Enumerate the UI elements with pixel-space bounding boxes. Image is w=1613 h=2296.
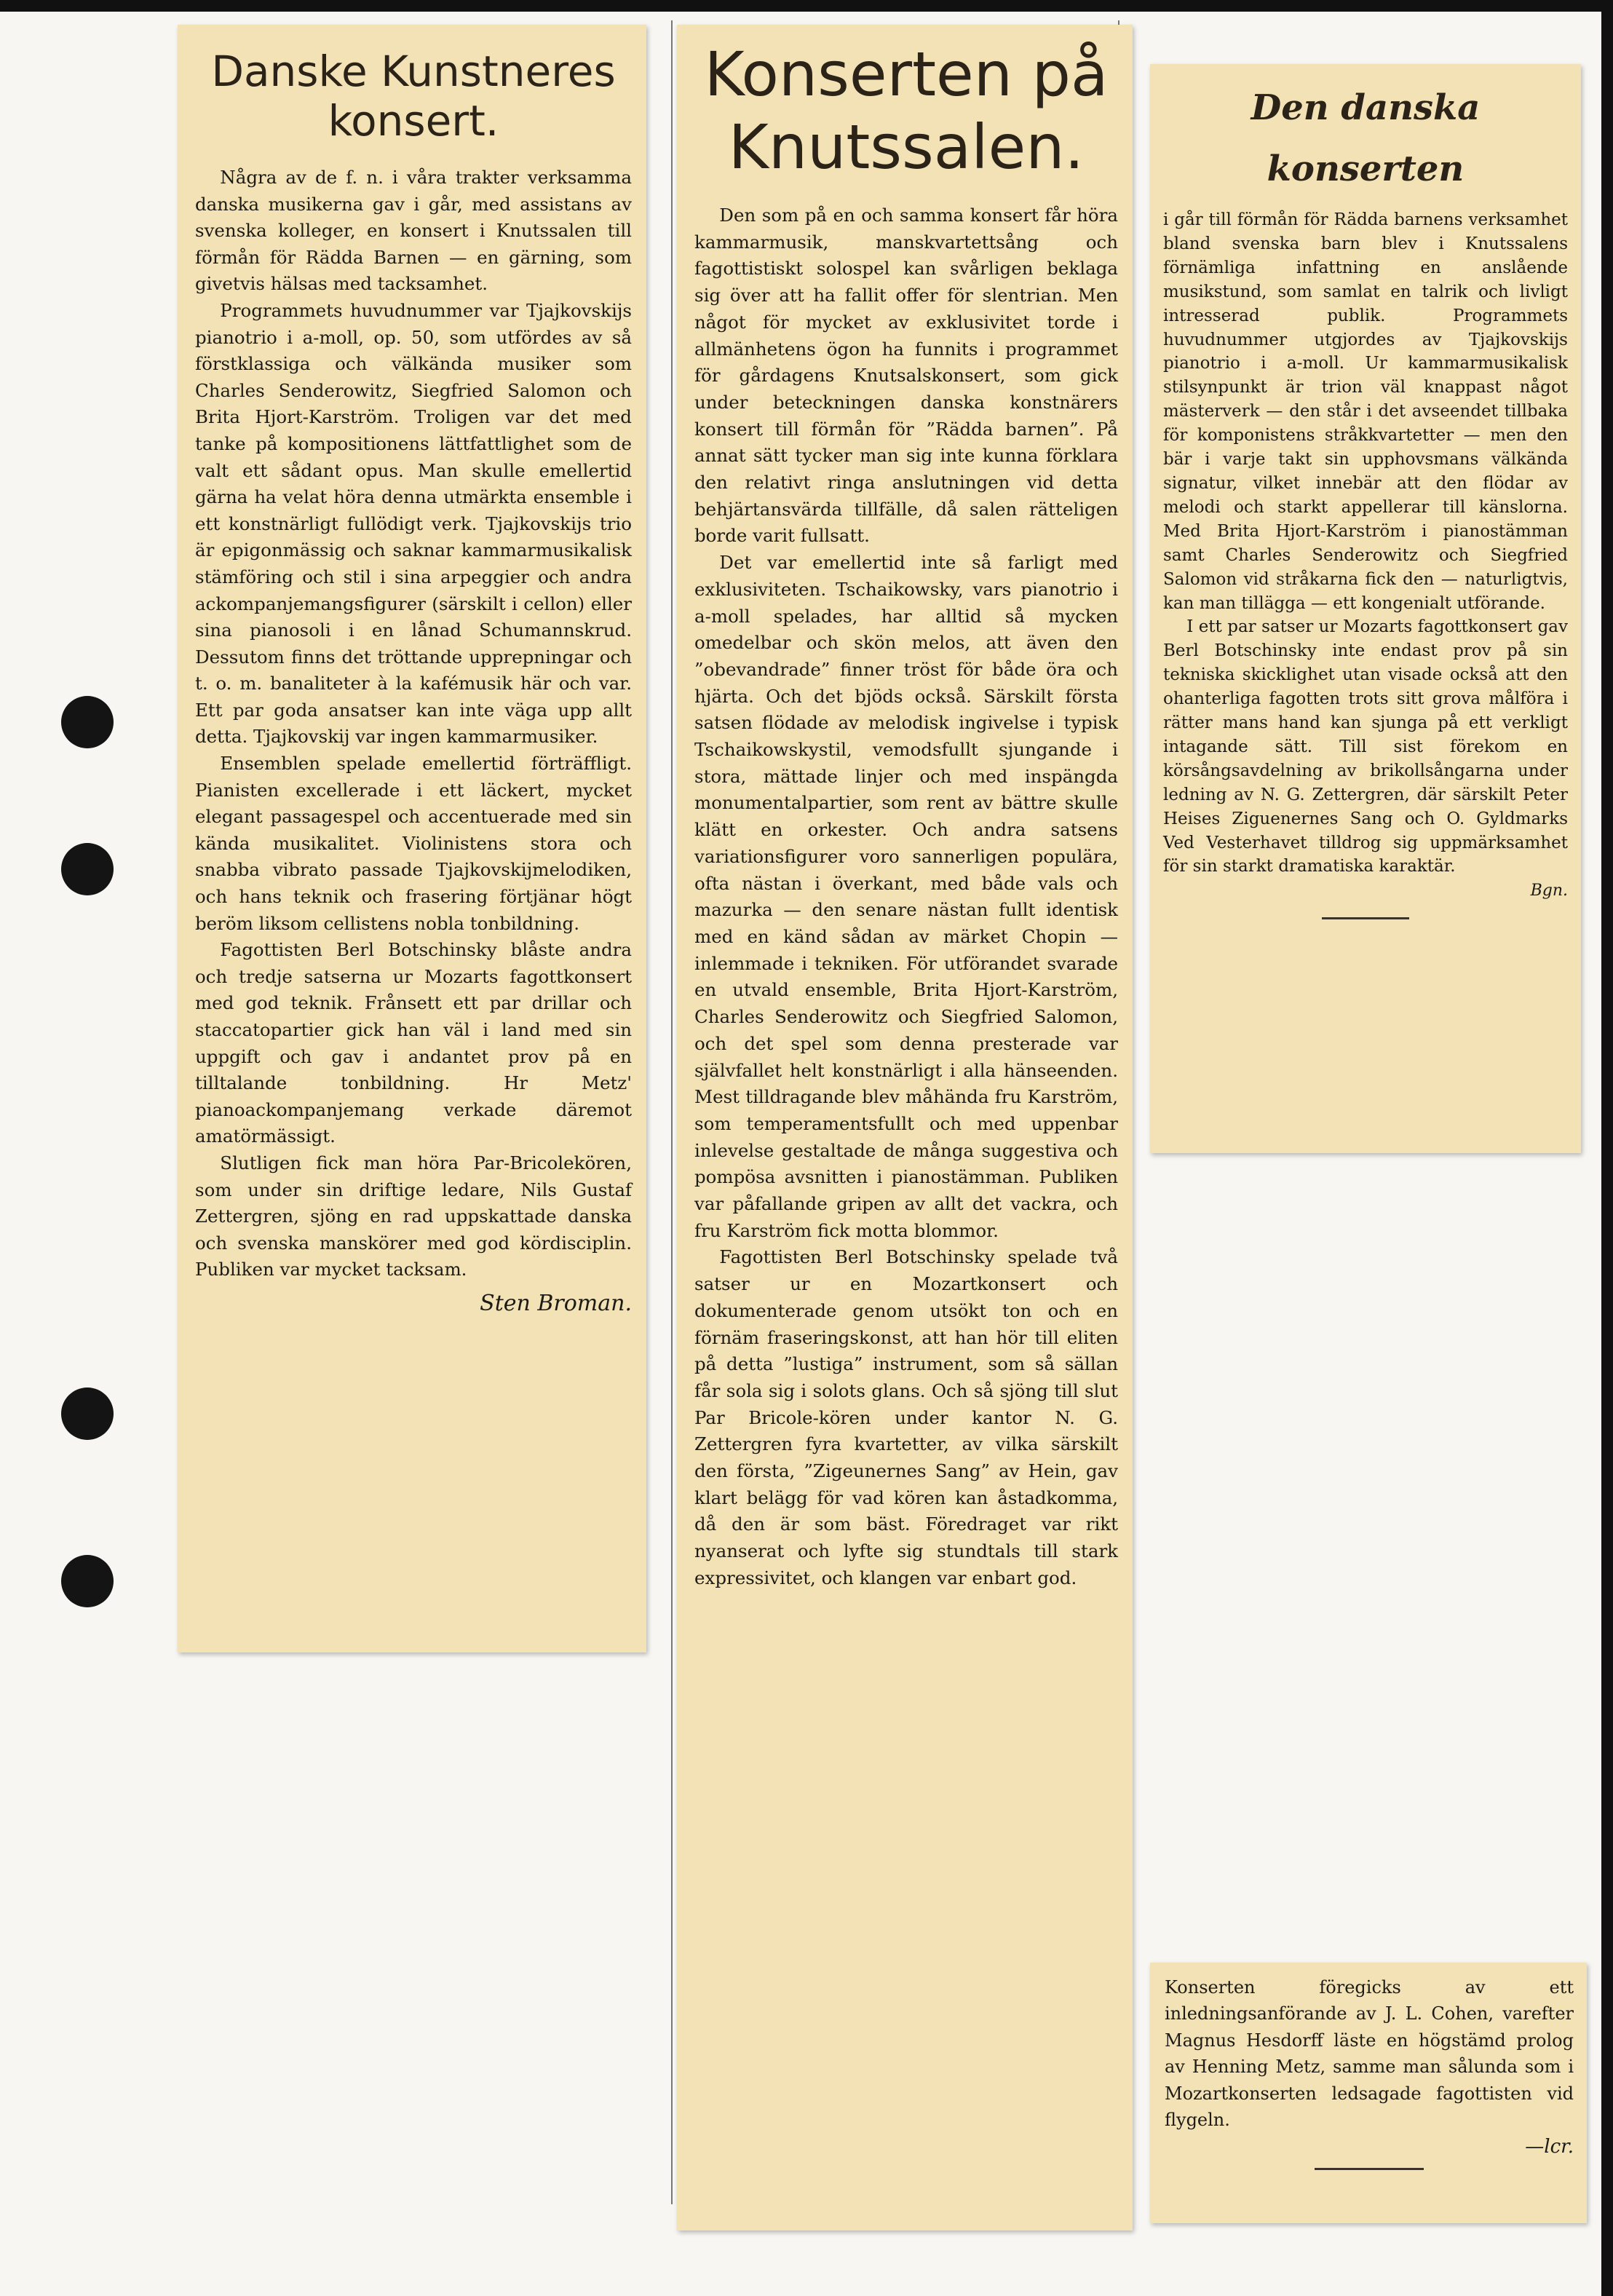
clipping-den-danska-konserten [1150, 64, 1581, 1153]
article-body [694, 202, 1118, 1592]
paragraph: Programmets huvudnummer var Tjajkovskijs pianotrio i a-moll, op. 50, som utfördes av så förstklassiga och välkända musiker som Charles Senderowitz, Siegfried Salomon och Brita Hjort-Karström. Troligen var det med tanke på kompositionens lättfattlighet som de valt ett sådant opus. Man skulle emellertid gärna ha velat höra denna utmärkta ensemble i ett konstnärligt fullödigt verk. Tjajkovskijs trio är epigonmässig och saknar kammarmusikalisk stämföring och stil i sina arpeggier och andra ackompanjemangsfigurer (särskilt i cellon) eller sina pianosoli i en lånad Schumannskrud. Dessutom finns det tröttande upprepningar och t. o. m. banaliteter à la kafémusik här och var. Ett par goda ansatser kan inte väga upp allt detta. Tjajkovskij var ingen kammarmusiker. [195, 299, 632, 748]
divider-rule [1315, 2168, 1424, 2170]
signature: Bgn. [1530, 882, 1568, 900]
headline: Den danska konserten [1251, 87, 1481, 189]
signature: —lcr. [1525, 2136, 1574, 2158]
headline: Konserten på Knutssalen. [704, 39, 1109, 183]
clipping-danske-kunstneres [178, 25, 646, 1652]
paragraph: Konserten föregicks av ett inledningsanförande av J. L. Cohen, varefter Magnus Hesdorff läste en högstämd prolog av Henning Metz, samme man sålunda som i Mozartkonserten ledsagade fagottisten vid flygeln. [1165, 1977, 1574, 2131]
punch-hole [61, 843, 114, 895]
signature: Sten Broman. [480, 1290, 632, 1316]
punch-hole [61, 1555, 114, 1607]
clipping-konserten-pa-knutssalen [677, 25, 1133, 2230]
headline: Danske Kunstneres konsert. [211, 47, 616, 146]
paragraph: I ett par satser ur Mozarts fagottkonsert gav Berl Botschinsky inte endast prov på sin tekniska skicklighet utan visade också att den ohanterliga fagotten trots sitt grova målföra i rätter mans hand kan sjunga på ett verkligt intagande sätt. Till sist förekom en körsångsavdelning av brikollsångarna under ledning av N. G. Zettergren, där särskilt Peter Heises Ziguenernes Sang och O. Gyldmarks Ved Vesterhavet tilldrog sig uppmärksamhet för sin starkt dramatiska karaktär. [1163, 617, 1568, 876]
frame-line [671, 20, 673, 2204]
divider-rule [1322, 917, 1409, 919]
paragraph: Slutligen fick man höra Par-Bricolekören, som under sin driftige ledare, Nils Gustaf Zettergren, sjöng en rad uppskattade danska och svenska manskörer med god kördisciplin. Publiken var mycket tacksam. [195, 1152, 632, 1280]
paragraph: i går till förmån för Rädda barnens verksamhet bland svenska barn blev i Knutssalens förnämliga infattning en anslående musikstund, som samlat en talrik och livligt intresserad publik. Programmets huvudnummer utgjordes av Tjajkovskijs pianotrio i a-moll. Ur kammarmusikalisk stilsynpunkt är trion väl knappast något mästerverk — den står i det avseendet tillbaka för komponistens stråkkvartetter — men den bär i varje takt sin upphovsmans välkända signatur, vilket innebär att den flödar av melodi och starkt appellerar till känslorna. Med Brita Hjort-Karström i pianostämman samt Charles Senderowitz och Siegfried Salomon vid stråkarna fick den — naturligtvis, kan man tillägga — ett kongenialt utförande. [1163, 210, 1568, 613]
scan-border-right [1601, 0, 1613, 2296]
paragraph: Fagottisten Berl Botschinsky blåste andra och tredje satserna ur Mozarts fagottkonsert med god teknik. Frånsett ett par drillar och staccatopartier gick han väl i land med sin uppgift och gav i andantet prov på en tilltalande tonbildning. Hr Metz' pianoackompanjemang verkade däremot amatörmässigt. [195, 939, 632, 1147]
paragraph: Det var emellertid inte så farligt med exklusiviteten. Tschaikowsky, vars pianotrio i a-moll spelades, har alltid så mycken omedelbar och skön melos, att även den ”obevandrade” finner tröst för både öra och hjärta. Och det bjöds också. Särskilt första satsen flödade av melodisk ingivelse i typisk Tschaikowskystil, vemodsfullt sjungande i stora, mättade linjer och med inspängda monumentalpartier, som rent av bättre skulle klätt en orkester. Och andra satsens variationsfigurer voro sannerligen populära, ofta nästan i överkant, med både vals och mazurka — den senare nästan fullt identisk med en känd sådan av märket Chopin — inlemmade i tekniken. För utförandet svarade en utvald ensemble, Brita Hjort-Karström, Charles Senderowitz och Siegfried Salomon, och det spel som denna presterade var självfallet helt konstnärligt i alla hänseenden. Mest tilldragande blev måhända fru Karström, som temperamentsfullt och med uppenbar inlevelse gestaltade de många suggestiva och pompösa avsnitten i pianostämman. Publiken var påfallande gripen av allt det vackra, och fru Karström fick motta blommor. [694, 552, 1118, 1241]
article-body [1163, 208, 1568, 879]
paragraph: Några av de f. n. i våra trakter verksamma danska musikerna gav i går, med assistans av svenska kolleger, en konsert i Knutssalen till förmån för Rädda Barnen — en gärning, som givetvis hälsas med tacksamhet. [195, 167, 632, 295]
scan-border-top [0, 0, 1613, 12]
punch-hole [61, 696, 114, 748]
paragraph: Fagottisten Berl Botschinsky spelade två satser ur en Mozartkonsert och dokumenterade genom utsökt ton och en förnäm fraseringskonst, att han hör till eliten på detta ”lustiga” instrument, som så sällan får sola sig i solots glans. Och så sjöng till slut Par Bricole-kören under kantor N. G. Zettergren fyra kvartetter, av vilka särskilt den första, ”Zigeunernes Sang” av Hein, gav klart belägg för vad kören kan åstadkomma, då den är som bäst. Föredraget var rikt nyanserat och lyfte sig stundtals till stark expressivitet, och klangen var enbart god. [694, 1246, 1118, 1588]
clipping-addendum [1150, 1963, 1587, 2223]
punch-hole [61, 1388, 114, 1440]
paragraph: Den som på en och samma konsert får höra kammarmusik, manskvartettsång och fagottistiskt solospel kan svårligen beklaga sig över att ha fallit offer för slentrian. Men något för mycket av exklusivitet torde i allmänhetens ögon ha funnits i programmet för gårdagens Knutsalskonsert, som gick under beteckningen danska konstnärers konsert till förmån för ”Rädda barnen”. På annat sätt tycker man sig inte kunna förklara den relativt ringa anslutningen vid detta behjärtansvärda tillfälle, då salen rätteligen borde varit fullsatt. [694, 205, 1118, 547]
paragraph: Ensemblen spelade emellertid förträffligt. Pianisten excellerade i ett läckert, mycket elegant passagespel och accentuerade med sin kända musikalitet. Violinistens stora och snabba vibrato passade Tjajkovskijmelodiken, och hans teknik och frasering förtjänar högt beröm liksom cellistens nobla tonbildning. [195, 753, 632, 934]
article-body [1165, 1974, 1574, 2133]
article-body [195, 165, 632, 1283]
